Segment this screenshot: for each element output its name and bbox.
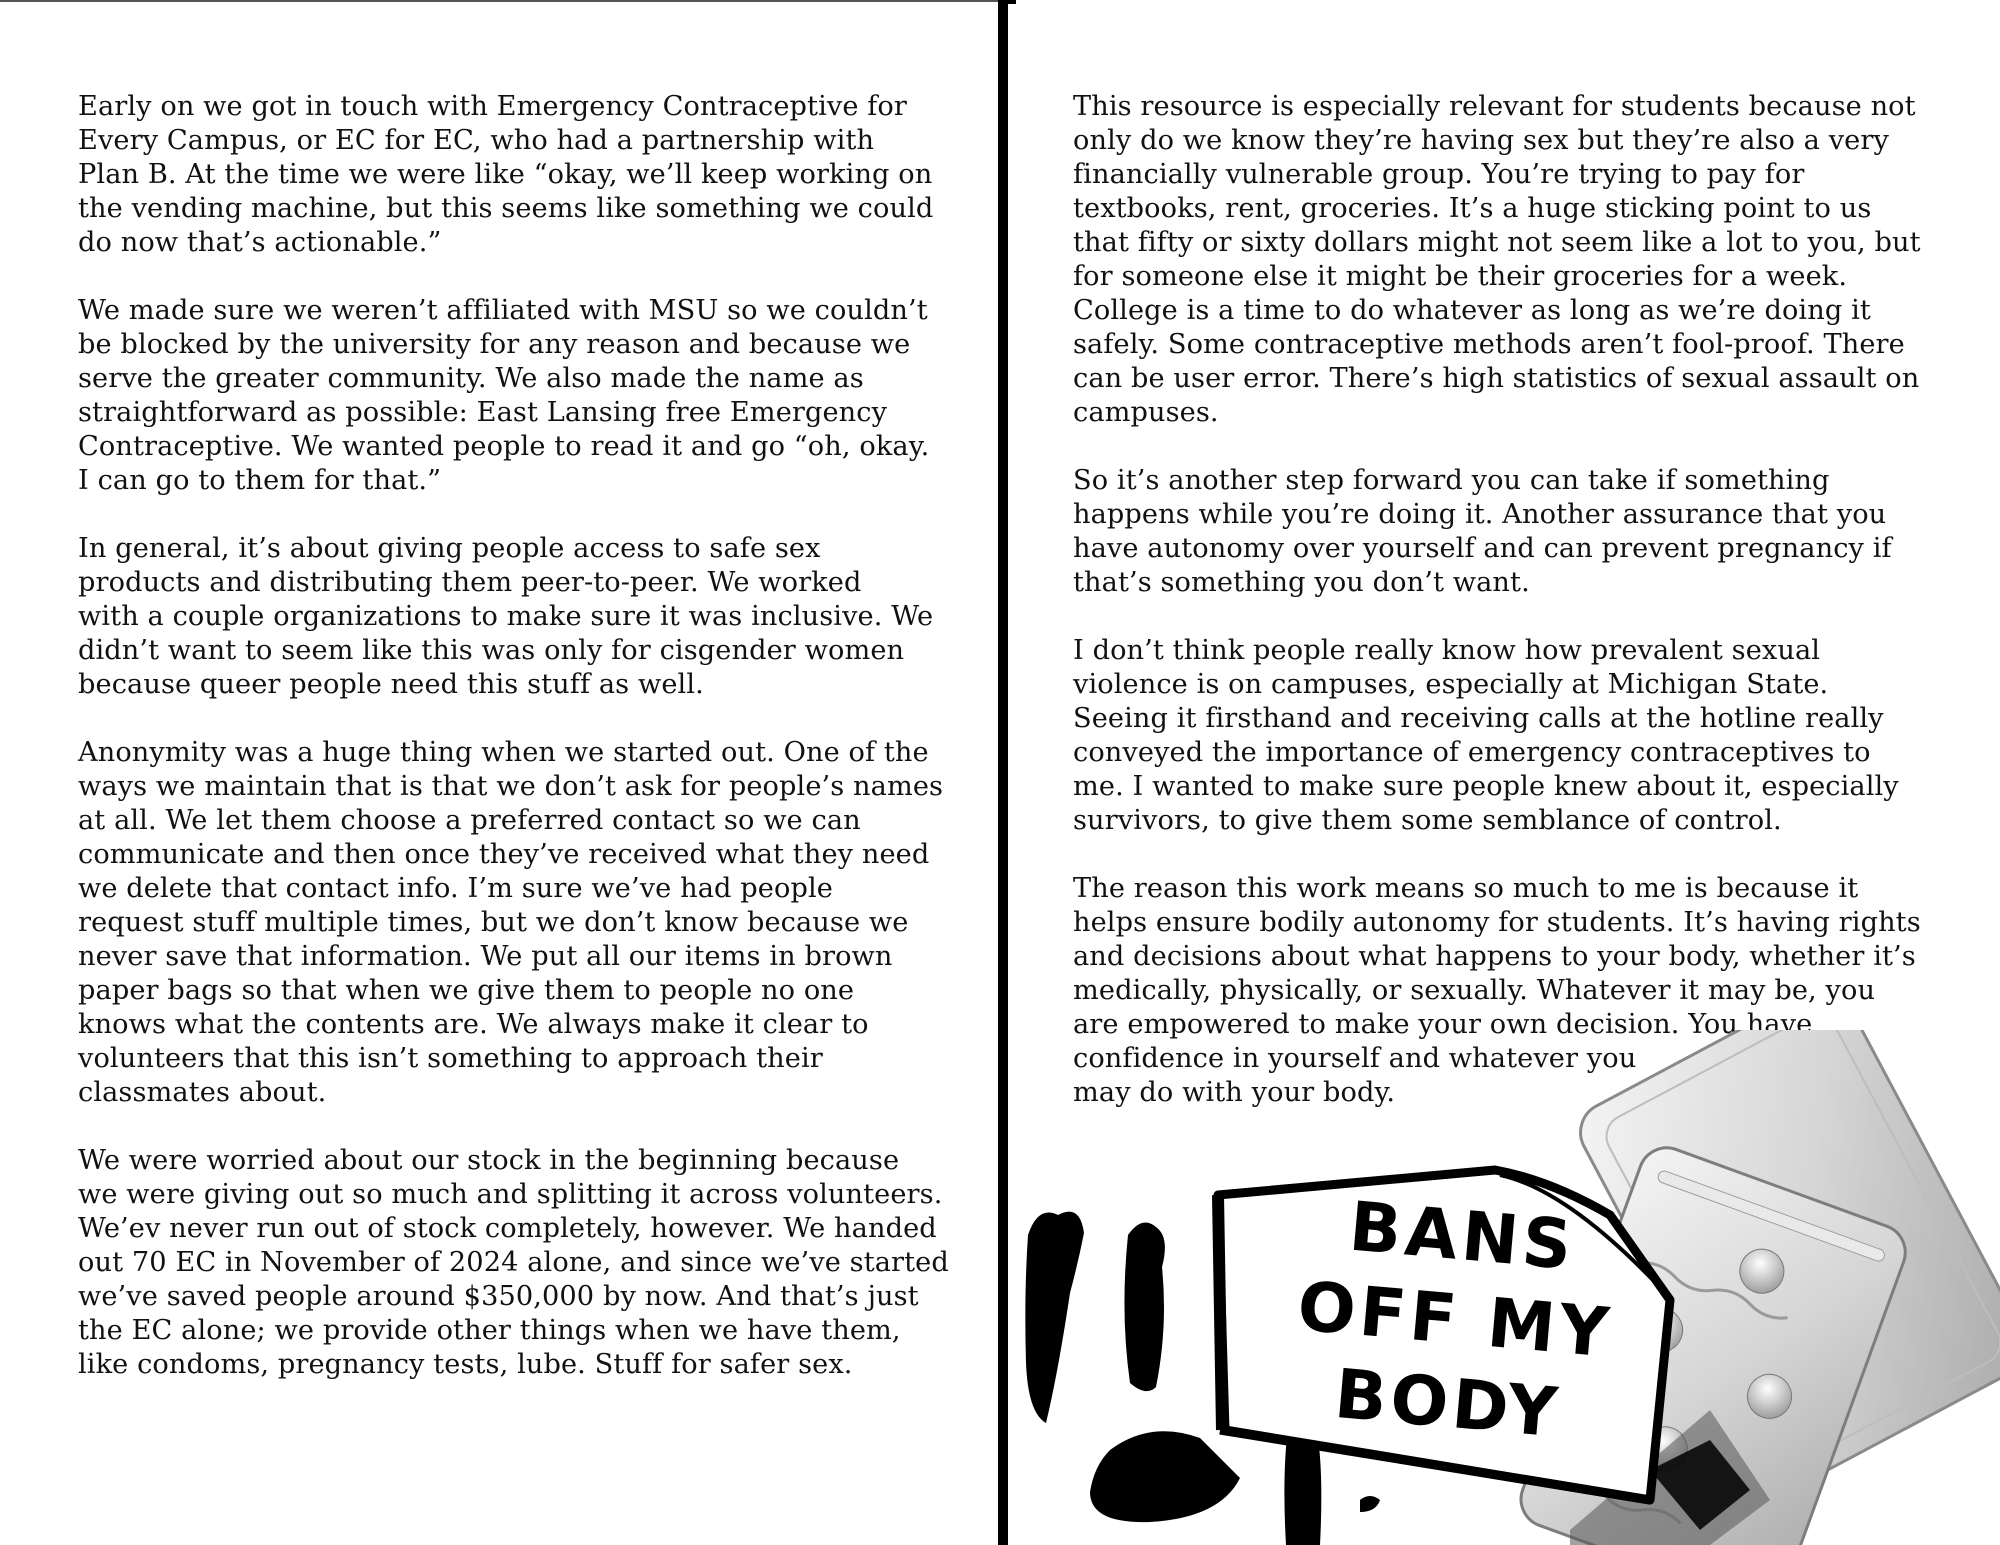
top-edge-rule xyxy=(0,0,1000,2)
right-paragraph-2: So it’s another step forward you can take if something happens while you’re doing it. Another assurance that you have autonomy over yourself and can prevent pregnancy if that’s something you don’t want. xyxy=(1073,465,1892,598)
left-paragraph-5: We were worried about our stock in the beginning because we were giving out so much and splitting it across volunteers. We’ev never run out of stock completely, however. We handed out 70 EC in November of 2024 alone, and since we’ve started we’ve saved people around $350,000 by now. And that’s just the EC alone; we provide other things when we have them, like condoms, pregnancy tests, lube. Stuff for safer sex. xyxy=(78,1145,949,1380)
right-page xyxy=(1073,90,1953,1144)
left-paragraph-2: We made sure we weren’t affiliated with MSU so we couldn’t be blocked by the university for any reason and because we serve the greater community. We also made the name as straightforward as possible: East Lansing free Emergency Contraceptive. We wanted people to read it and go “oh, okay. I can go to them for that.” xyxy=(78,295,930,496)
sign-slogan xyxy=(1280,1181,1631,1461)
left-page xyxy=(78,90,950,1416)
page-spine-divider xyxy=(998,0,1008,1545)
left-paragraph-3: In general, it’s about giving people access to safe sex products and distributing them peer-to-peer. We worked with a couple organizations to make sure it was inclusive. We didn’t want to seem like this was only for cisgender women because queer people need this stuff as well. xyxy=(78,533,934,700)
sign-line-3: BODY xyxy=(1331,1354,1564,1454)
sign-line-2: OFF MY xyxy=(1294,1267,1616,1374)
right-paragraph-3: I don’t think people really know how prevalent sexual violence is on campuses, especially at Michigan State. Seeing it firsthand and receiving calls at the hotline really conveyed the importance of emergency contraceptives to me. I wanted to make sure people knew about it, especially survivors, to give them some semblance of control. xyxy=(1073,635,1899,836)
spine-notch xyxy=(1008,0,1016,4)
sign-line-1: BANS xyxy=(1346,1187,1579,1287)
left-paragraph-4: Anonymity was a huge thing when we started out. One of the ways we maintain that is that we don’t ask for people’s names at all. We let them choose a preferred contact so we can communicate and then once they’ve received what they need we delete that contact info. I’m sure we’ve had people request stuff multiple times, but we don’t know because we never save that information. We put all our items in brown paper bags so that when we give them to people no one knows what the contents are. We always make it clear to volunteers that this isn’t something to approach their classmates about. xyxy=(78,737,944,1108)
right-paragraph-4: The reason this work means so much to me is because it helps ensure bodily autonomy for students. It’s having rights and decisions about what happens to your body, whether it’s medically, physically, or sexually. Whatever it may be, you are empowered to make your own decision. You have confidence in yourself and whatever you may do with your body. xyxy=(1073,873,1921,1108)
left-paragraph-1: Early on we got in touch with Emergency Contraceptive for Every Campus, or EC for EC, who had a partnership with Plan B. At the time we were like “okay, we’ll keep working on the vending machine, but this seems like something we could do now that’s actionable.” xyxy=(78,91,934,258)
right-paragraph-1: This resource is especially relevant for students because not only do we know they’re having sex but they’re also a very financially vulnerable group. You’re trying to pay for textbooks, rent, groceries. It’s a huge sticking point to us that fifty or sixty dollars might not seem like a lot to you, but for someone else it might be their groceries for a week. College is a time to do whatever as long as we’re doing it safely. Some contraceptive methods aren’t fool-proof. There can be user error. There’s high statistics of sexual assault on campuses. xyxy=(1073,91,1921,428)
